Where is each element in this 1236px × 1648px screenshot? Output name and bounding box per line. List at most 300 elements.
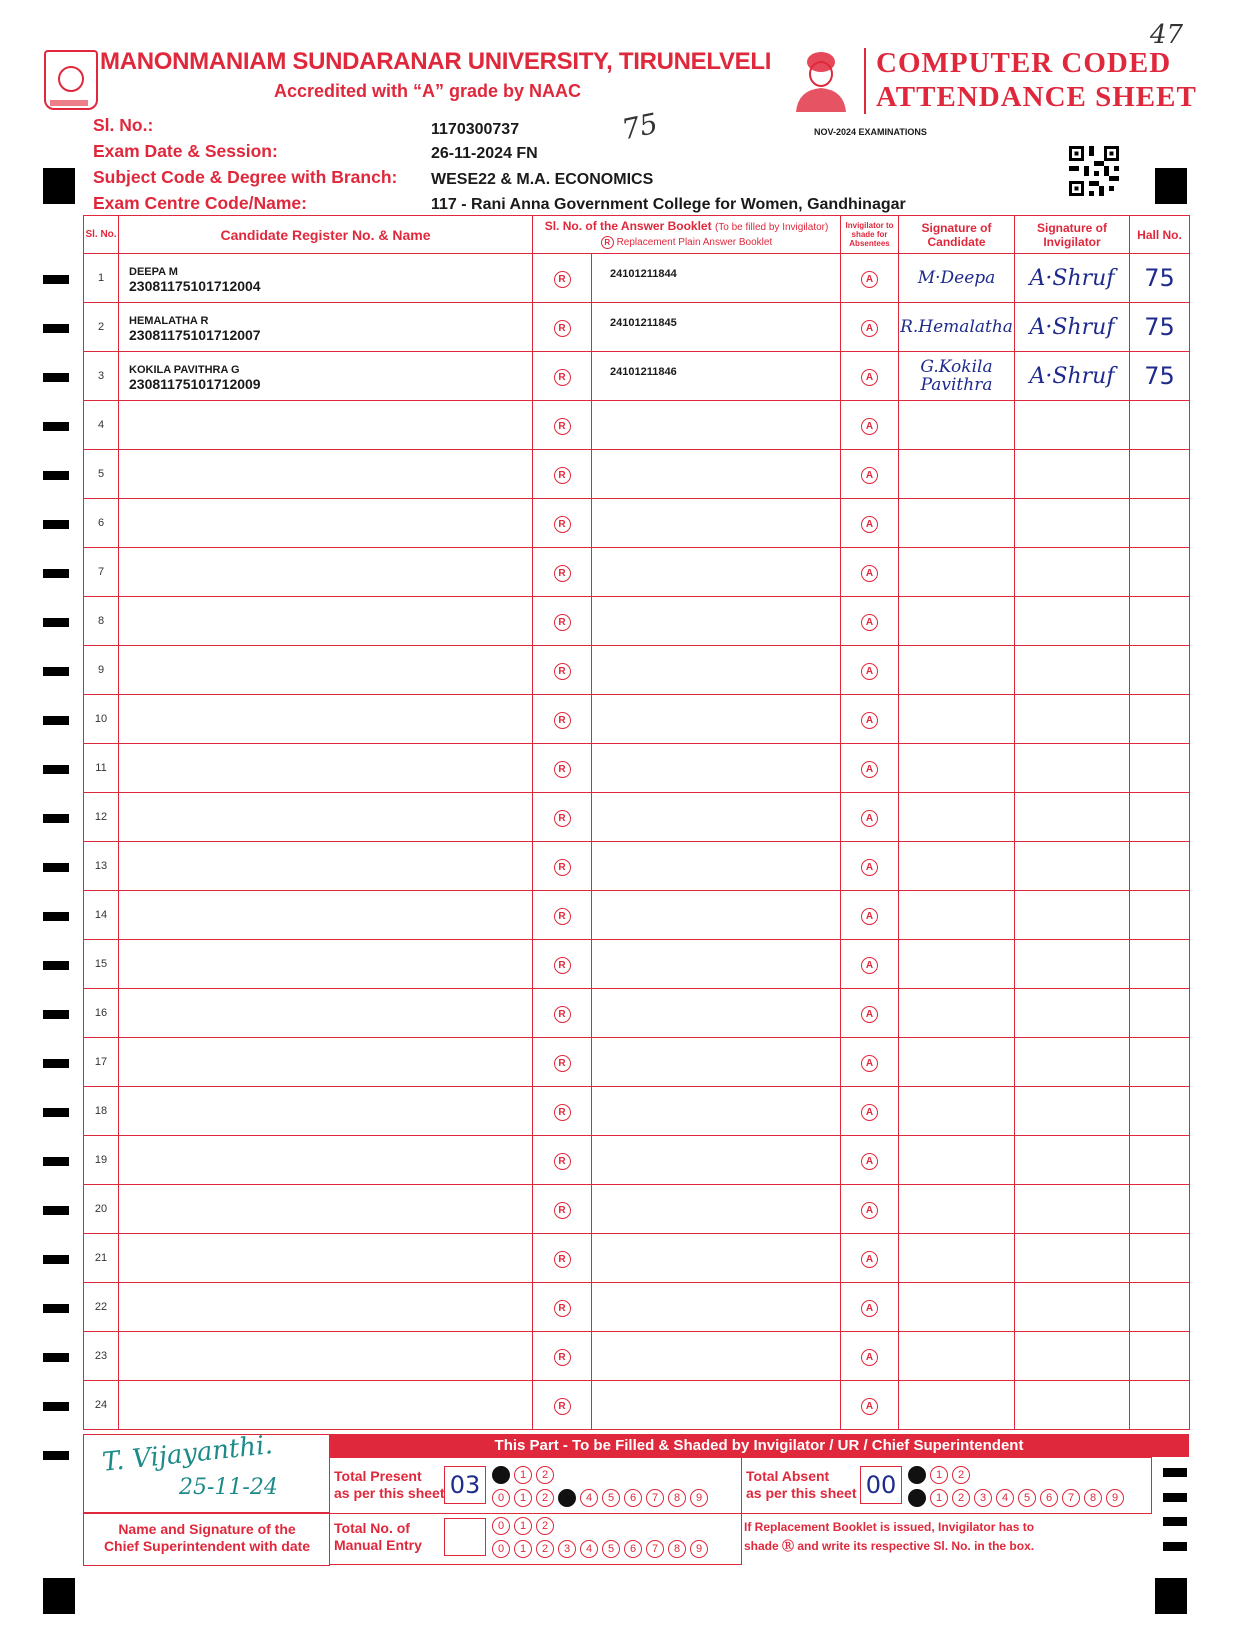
candidate-signature [899, 1087, 1015, 1136]
timing-mark [43, 471, 69, 480]
candidate-cell [119, 1332, 533, 1381]
hall-number [1130, 1038, 1190, 1087]
row-sl: 8 [84, 597, 119, 646]
absent-bubble-cell[interactable] [841, 499, 899, 548]
candidate-cell [119, 499, 533, 548]
candidate-signature [899, 989, 1015, 1038]
absent-bubble-cell[interactable] [841, 695, 899, 744]
present-units-bubbles[interactable] [492, 1488, 712, 1507]
digit-bubble[interactable]: 1 [930, 1489, 948, 1507]
booklet-number [592, 891, 841, 940]
replacement-bubble[interactable]: R [554, 614, 571, 631]
table-row [84, 254, 1190, 303]
replacement-bubble-cell[interactable] [533, 1185, 592, 1234]
col-booklet: Sl. No. of the Answer Booklet (To be filled by Invigilator) R Replacement Plain Answer Booklet [533, 216, 841, 254]
row-sl: 2 [84, 303, 119, 352]
candidate-cell [119, 891, 533, 940]
row-sl: 18 [84, 1087, 119, 1136]
table-row [84, 352, 1190, 401]
absent-bubble[interactable]: A [861, 957, 878, 974]
digit-bubble[interactable]: 8 [1084, 1489, 1102, 1507]
absent-bubble[interactable]: A [861, 1153, 878, 1170]
absent-bubble[interactable]: A [861, 908, 878, 925]
absent-bubble[interactable]: A [861, 614, 878, 631]
timing-mark [1163, 1517, 1187, 1526]
absent-bubble-cell[interactable] [841, 254, 899, 303]
replacement-bubble-cell[interactable] [533, 940, 592, 989]
digit-bubble[interactable]: 3 [974, 1489, 992, 1507]
present-tens-bubbles[interactable] [492, 1465, 558, 1484]
absent-bubble-cell[interactable] [841, 793, 899, 842]
header-divider [864, 48, 866, 114]
hall-number [1130, 891, 1190, 940]
digit-bubble[interactable]: 6 [1040, 1489, 1058, 1507]
table-row [84, 1381, 1190, 1430]
replacement-bubble-cell[interactable] [533, 646, 592, 695]
replacement-bubble[interactable]: R [554, 859, 571, 876]
row-sl: 13 [84, 842, 119, 891]
replacement-bubble[interactable]: R [554, 320, 571, 337]
booklet-number [592, 940, 841, 989]
absent-bubble-cell[interactable] [841, 352, 899, 401]
absent-bubble[interactable]: A [861, 712, 878, 729]
invigilator-signature [1015, 744, 1130, 793]
absent-bubble-cell[interactable] [841, 597, 899, 646]
replacement-note: If Replacement Booklet is issued, Invigilator has to shade Ⓡ and write its respective Sl. No. in the box. [744, 1520, 1035, 1553]
candidate-cell [119, 646, 533, 695]
timing-mark [43, 912, 69, 921]
hall-number: 75 [1130, 303, 1190, 352]
digit-bubble[interactable]: 0 [492, 1540, 510, 1558]
absent-bubble[interactable]: A [861, 663, 878, 680]
timing-mark [43, 1059, 69, 1068]
candidate-signature [899, 1381, 1015, 1430]
replacement-bubble[interactable]: R [554, 1251, 571, 1268]
replacement-bubble-cell[interactable] [533, 989, 592, 1038]
hall-number [1130, 646, 1190, 695]
candidate-cell [119, 450, 533, 499]
replacement-bubble[interactable]: R [554, 810, 571, 827]
timing-mark [43, 961, 69, 970]
timing-mark [43, 1010, 69, 1019]
hall-number [1130, 744, 1190, 793]
candidate-cell [119, 940, 533, 989]
hall-number: 75 [1130, 254, 1190, 303]
digit-bubble[interactable]: 3 [558, 1489, 576, 1507]
table-row [84, 646, 1190, 695]
replacement-bubble-cell[interactable] [533, 1234, 592, 1283]
digit-bubble[interactable]: 5 [602, 1540, 620, 1558]
chief-signature: T. Vijayanthi. [100, 1430, 275, 1478]
table-row [84, 401, 1190, 450]
booklet-number [592, 1332, 841, 1381]
digit-bubble[interactable]: 0 [908, 1489, 926, 1507]
digit-bubble[interactable]: 4 [580, 1489, 598, 1507]
replacement-bubble[interactable]: R [554, 418, 571, 435]
row-sl: 15 [84, 940, 119, 989]
candidate-signature: G.Kokila Pavithra [899, 352, 1015, 401]
digit-bubble[interactable]: 7 [646, 1540, 664, 1558]
hall-number [1130, 401, 1190, 450]
absent-bubble[interactable]: A [861, 1202, 878, 1219]
candidate-cell [119, 744, 533, 793]
replacement-bubble-cell[interactable] [533, 1038, 592, 1087]
absent-bubble-cell[interactable] [841, 1283, 899, 1332]
candidate-signature [899, 499, 1015, 548]
row-sl: 24 [84, 1381, 119, 1430]
absent-bubble-cell[interactable] [841, 548, 899, 597]
replacement-bubble-cell[interactable] [533, 1136, 592, 1185]
exam-series: NOV-2024 EXAMINATIONS [814, 127, 927, 137]
absent-bubble[interactable]: A [861, 1104, 878, 1121]
candidate-cell [119, 695, 533, 744]
hall-number [1130, 1332, 1190, 1381]
booklet-number [592, 499, 841, 548]
candidate-signature [899, 597, 1015, 646]
digit-bubble[interactable]: 2 [952, 1466, 970, 1484]
absent-bubble-cell[interactable] [841, 1332, 899, 1381]
absent-bubble[interactable]: A [861, 859, 878, 876]
absent-bubble[interactable]: A [861, 271, 878, 288]
replacement-bubble[interactable]: R [554, 663, 571, 680]
timing-mark [43, 422, 69, 431]
digit-bubble[interactable]: 4 [996, 1489, 1014, 1507]
invigilator-signature [1015, 499, 1130, 548]
timing-mark [43, 520, 69, 529]
digit-bubble[interactable]: 2 [536, 1540, 554, 1558]
col-hall: Hall No. [1130, 216, 1190, 254]
accreditation: Accredited with “A” grade by NAAC [274, 81, 582, 101]
absent-bubble[interactable]: A [861, 565, 878, 582]
timing-mark [43, 275, 69, 284]
digit-bubble[interactable]: 2 [536, 1466, 554, 1484]
invigilator-signature [1015, 1185, 1130, 1234]
invigilator-signature [1015, 548, 1130, 597]
replacement-bubble-cell[interactable] [533, 254, 592, 303]
replacement-bubble[interactable]: R [554, 908, 571, 925]
candidate-signature [899, 695, 1015, 744]
replacement-bubble[interactable]: R [554, 1300, 571, 1317]
replacement-bubble-cell[interactable] [533, 303, 592, 352]
table-row [84, 450, 1190, 499]
booklet-number [592, 450, 841, 499]
replacement-bubble-cell[interactable] [533, 548, 592, 597]
candidate-signature [899, 744, 1015, 793]
absent-bubble[interactable]: A [861, 418, 878, 435]
digit-bubble[interactable]: 2 [536, 1517, 554, 1535]
hall-number [1130, 597, 1190, 646]
absent-bubble[interactable]: A [861, 810, 878, 827]
replacement-bubble[interactable]: R [554, 1398, 571, 1415]
qr-code [1069, 146, 1119, 196]
digit-bubble[interactable]: 7 [1062, 1489, 1080, 1507]
candidate-signature [899, 1283, 1015, 1332]
digit-bubble[interactable]: 2 [952, 1489, 970, 1507]
digit-bubble[interactable]: 1 [514, 1540, 532, 1558]
row-sl: 21 [84, 1234, 119, 1283]
booklet-number [592, 695, 841, 744]
timing-mark [43, 373, 69, 382]
timing-mark [43, 1402, 69, 1411]
digit-bubble[interactable]: 9 [1106, 1489, 1124, 1507]
replacement-bubble-cell[interactable] [533, 352, 592, 401]
replacement-bubble-cell[interactable] [533, 401, 592, 450]
absent-bubble-cell[interactable] [841, 303, 899, 352]
digit-bubble[interactable]: 5 [602, 1489, 620, 1507]
row-sl: 9 [84, 646, 119, 695]
digit-bubble[interactable]: 4 [580, 1540, 598, 1558]
replacement-bubble-cell[interactable] [533, 744, 592, 793]
replacement-bubble[interactable]: R [554, 1349, 571, 1366]
absent-bubble-cell[interactable] [841, 940, 899, 989]
row-sl: 3 [84, 352, 119, 401]
present-value: 03 [444, 1466, 486, 1504]
replacement-bubble-cell[interactable] [533, 1332, 592, 1381]
manual-entry-box: Total No. of Manual Entry 0 1 2 0 1 2 3 4 5 6 7 8 9 [329, 1512, 742, 1565]
absent-bubble[interactable]: A [861, 1300, 878, 1317]
sl-no-value: 1170300737 [431, 121, 520, 138]
digit-bubble[interactable]: 0 [492, 1466, 510, 1484]
absent-bubble[interactable]: A [861, 516, 878, 533]
absent-bubble[interactable]: A [861, 369, 878, 386]
timing-mark [43, 569, 69, 578]
digit-bubble[interactable]: 1 [514, 1466, 532, 1484]
timing-mark [43, 765, 69, 774]
chief-label-box: Name and Signature of the Chief Superintendent with date [83, 1512, 330, 1566]
absent-bubble[interactable]: A [861, 467, 878, 484]
timing-mark [1163, 1542, 1187, 1551]
table-row [84, 989, 1190, 1038]
invigilator-signature [1015, 1136, 1130, 1185]
timing-mark [43, 716, 69, 725]
chief-signature-area [83, 1430, 330, 1514]
university-logo [44, 50, 98, 110]
digit-bubble[interactable]: 1 [514, 1517, 532, 1535]
absent-bubble[interactable]: A [861, 1251, 878, 1268]
col-sig-candidate: Signature of Candidate [899, 216, 1015, 254]
centre-value: 117 - Rani Anna Government College for Women, Gandhinagar [431, 196, 906, 213]
absent-bubble[interactable]: A [861, 761, 878, 778]
invigilator-signature [1015, 1381, 1130, 1430]
candidate-signature [899, 1038, 1015, 1087]
manual-value[interactable] [444, 1518, 486, 1556]
replacement-bubble-cell[interactable] [533, 842, 592, 891]
digit-bubble[interactable]: 8 [668, 1540, 686, 1558]
replacement-bubble[interactable]: R [554, 1006, 571, 1023]
replacement-bubble[interactable]: R [554, 271, 571, 288]
candidate-cell [119, 793, 533, 842]
timing-mark [43, 324, 69, 333]
table-row [84, 1038, 1190, 1087]
digit-bubble[interactable]: 1 [930, 1466, 948, 1484]
replacement-bubble-cell[interactable] [533, 450, 592, 499]
candidate-signature [899, 1185, 1015, 1234]
date-label: Exam Date & Session: [93, 141, 278, 161]
booklet-number [592, 842, 841, 891]
absent-bubble-cell[interactable] [841, 646, 899, 695]
absent-bubble-cell[interactable] [841, 1381, 899, 1430]
replacement-bubble-cell[interactable] [533, 695, 592, 744]
manual-tens-bubbles[interactable] [492, 1516, 558, 1535]
booklet-number [592, 1087, 841, 1136]
attendance-table [83, 215, 1190, 1430]
table-row [84, 1283, 1190, 1332]
row-sl: 20 [84, 1185, 119, 1234]
timing-mark [43, 1255, 69, 1264]
absent-bubble[interactable]: A [861, 1055, 878, 1072]
replacement-bubble[interactable]: R [554, 565, 571, 582]
invigilator-signature [1015, 891, 1130, 940]
candidate-cell [119, 989, 533, 1038]
candidate-name: HEMALATHA R [129, 315, 209, 327]
digit-bubble[interactable]: 2 [536, 1489, 554, 1507]
booklet-number: 24101211846 [592, 352, 841, 401]
row-sl: 11 [84, 744, 119, 793]
digit-bubble[interactable]: 0 [492, 1489, 510, 1507]
replacement-bubble-cell[interactable] [533, 1283, 592, 1332]
replacement-bubble[interactable]: R [554, 761, 571, 778]
row-sl: 12 [84, 793, 119, 842]
booklet-number [592, 1038, 841, 1087]
digit-bubble[interactable]: 9 [690, 1540, 708, 1558]
digit-bubble[interactable]: 3 [558, 1540, 576, 1558]
digit-bubble[interactable]: 6 [624, 1489, 642, 1507]
candidate-signature [899, 1136, 1015, 1185]
candidate-signature [899, 548, 1015, 597]
candidate-cell [119, 1381, 533, 1430]
table-row [84, 1332, 1190, 1381]
replacement-bubble-cell[interactable] [533, 1087, 592, 1136]
replacement-bubble[interactable]: R [554, 516, 571, 533]
replacement-bubble-cell[interactable] [533, 793, 592, 842]
candidate-name: KOKILA PAVITHRA G [129, 364, 240, 376]
register-number: 23081175101712009 [129, 376, 261, 392]
digit-bubble[interactable]: 6 [624, 1540, 642, 1558]
absent-bubble-cell[interactable] [841, 1087, 899, 1136]
hall-number [1130, 842, 1190, 891]
absent-bubble-cell[interactable] [841, 1185, 899, 1234]
digit-bubble[interactable]: 9 [690, 1489, 708, 1507]
table-row [84, 499, 1190, 548]
replacement-bubble[interactable]: R [554, 1104, 571, 1121]
absent-bubble-cell[interactable] [841, 1038, 899, 1087]
absent-bubble-cell[interactable] [841, 1136, 899, 1185]
invigilator-signature [1015, 1038, 1130, 1087]
centre-label: Exam Centre Code/Name: [93, 193, 307, 213]
digit-bubble[interactable]: 0 [908, 1466, 926, 1484]
absent-bubble[interactable]: A [861, 1398, 878, 1415]
invigilator-signature: A·Shruf [1015, 352, 1130, 401]
hall-number [1130, 793, 1190, 842]
replacement-bubble[interactable]: R [554, 1055, 571, 1072]
digit-bubble[interactable]: 1 [514, 1489, 532, 1507]
row-sl: 5 [84, 450, 119, 499]
timing-mark [43, 1206, 69, 1215]
replacement-bubble[interactable]: R [554, 369, 571, 386]
row-sl: 17 [84, 1038, 119, 1087]
manual-units-bubbles[interactable] [492, 1539, 712, 1558]
absent-tens-bubbles[interactable] [908, 1465, 974, 1484]
absent-bubble-cell[interactable] [841, 842, 899, 891]
candidate-cell [119, 303, 533, 352]
candidate-cell [119, 1234, 533, 1283]
absent-bubble-cell[interactable] [841, 989, 899, 1038]
absent-bubble[interactable]: A [861, 320, 878, 337]
footer-banner: This Part - To be Filled & Shaded by Invigilator / UR / Chief Superintendent [329, 1434, 1189, 1457]
candidate-signature [899, 1234, 1015, 1283]
booklet-number [592, 401, 841, 450]
digit-bubble[interactable]: 0 [492, 1517, 510, 1535]
page-note: 47 [1150, 20, 1184, 50]
absent-bubble[interactable]: A [861, 1349, 878, 1366]
total-absent-box: Total Absent as per this sheet 00 0 1 2 0 1 2 3 4 5 6 7 8 9 [740, 1457, 1152, 1514]
absent-units-bubbles[interactable] [908, 1488, 1128, 1507]
timing-mark [1163, 1468, 1187, 1477]
candidate-cell [119, 842, 533, 891]
replacement-bubble-cell[interactable] [533, 499, 592, 548]
candidate-cell [119, 352, 533, 401]
absent-bubble-cell[interactable] [841, 1234, 899, 1283]
replacement-bubble[interactable]: R [554, 1153, 571, 1170]
replacement-bubble[interactable]: R [554, 712, 571, 729]
absent-bubble-cell[interactable] [841, 744, 899, 793]
invigilator-signature [1015, 1283, 1130, 1332]
replacement-bubble-cell[interactable] [533, 597, 592, 646]
booklet-number [592, 1185, 841, 1234]
row-sl: 23 [84, 1332, 119, 1381]
invigilator-signature [1015, 1234, 1130, 1283]
digit-bubble[interactable]: 5 [1018, 1489, 1036, 1507]
absent-value: 00 [860, 1466, 902, 1504]
table-header-row [84, 216, 1190, 254]
register-number: 23081175101712007 [129, 327, 261, 343]
row-sl: 4 [84, 401, 119, 450]
absent-bubble[interactable]: A [861, 1006, 878, 1023]
row-sl: 6 [84, 499, 119, 548]
booklet-number [592, 597, 841, 646]
timing-mark [43, 863, 69, 872]
candidate-signature [899, 842, 1015, 891]
replacement-bubble[interactable]: R [554, 957, 571, 974]
digit-bubble[interactable]: 7 [646, 1489, 664, 1507]
subject-value: WESE22 & M.A. ECONOMICS [431, 171, 654, 188]
invigilator-signature [1015, 940, 1130, 989]
hall-number [1130, 1185, 1190, 1234]
replacement-bubble[interactable]: R [554, 1202, 571, 1219]
hall-number [1130, 695, 1190, 744]
absent-bubble-cell[interactable] [841, 891, 899, 940]
candidate-cell [119, 254, 533, 303]
absent-bubble-cell[interactable] [841, 450, 899, 499]
candidate-cell [119, 1185, 533, 1234]
invigilator-signature [1015, 597, 1130, 646]
candidate-signature [899, 891, 1015, 940]
replacement-bubble[interactable]: R [554, 467, 571, 484]
booklet-number [592, 646, 841, 695]
replacement-bubble-cell[interactable] [533, 1381, 592, 1430]
col-sl: Sl. No. [84, 216, 119, 254]
hall-number [1130, 989, 1190, 1038]
candidate-cell [119, 548, 533, 597]
invigilator-signature [1015, 695, 1130, 744]
digit-bubble[interactable]: 8 [668, 1489, 686, 1507]
hall-number [1130, 1283, 1190, 1332]
replacement-bubble-cell[interactable] [533, 891, 592, 940]
row-sl: 1 [84, 254, 119, 303]
hall-number [1130, 1087, 1190, 1136]
absent-bubble-cell[interactable] [841, 401, 899, 450]
university-name: MANONMANIAM SUNDARANAR UNIVERSITY, TIRUNELVELI [100, 48, 772, 75]
